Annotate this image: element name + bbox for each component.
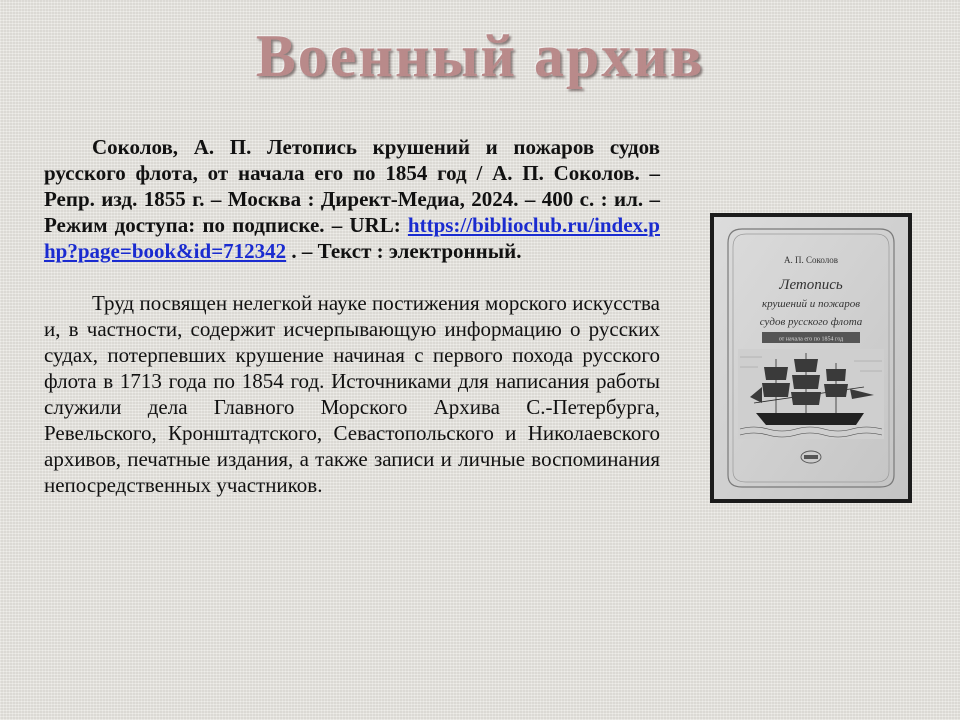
bibliographic-citation xyxy=(44,134,660,264)
citation-text: Соколов, А. П. Летопись крушений и пожаров судов русского флота, от начала его по 1854 год / А. П. Соколов. – Репр. изд. 1855 г. – Москва : Директ-Медиа, 2024. – 400 с. : ил. – Режим доступа: по подписке. – URL: xyxy=(44,135,660,237)
cover-author: А. П. Соколов xyxy=(783,255,839,265)
book-cover-image xyxy=(710,213,912,503)
cover-subtitle: от начала его по 1854 год xyxy=(778,336,844,343)
book-cover-illustration xyxy=(714,217,908,499)
ship-illustration-icon xyxy=(738,349,884,439)
page-title: Военный архив xyxy=(255,23,705,89)
book-url-link[interactable]: https://biblioclub.ru/index.php?page=book&id=712342 xyxy=(44,213,660,263)
citation-suffix: . – Текст : электронный. xyxy=(286,239,522,263)
book-description: Труд посвящен нелегкой науке постижения морского искусства и, в частности, содержит исчерпывающую информацию о русских судах, потерпевших крушение начиная с первого похода русского флота в 1713 года по 1854 год. Источниками для написания работы служили дела Главного Морского Архива С.-Петербурга, Ревельского, Кронштадтского, Севастопольского и Николаевского архивов, печатные издания, а также записи и личные воспоминания непосредственных участников. xyxy=(44,291,660,497)
cover-title-line-3: судов русского флота xyxy=(759,316,863,328)
cover-title-line-1: Летопись xyxy=(779,277,843,293)
cover-title-line-2: крушений и пожаров xyxy=(761,298,861,310)
text-block xyxy=(44,134,660,498)
book-cover xyxy=(714,217,908,499)
